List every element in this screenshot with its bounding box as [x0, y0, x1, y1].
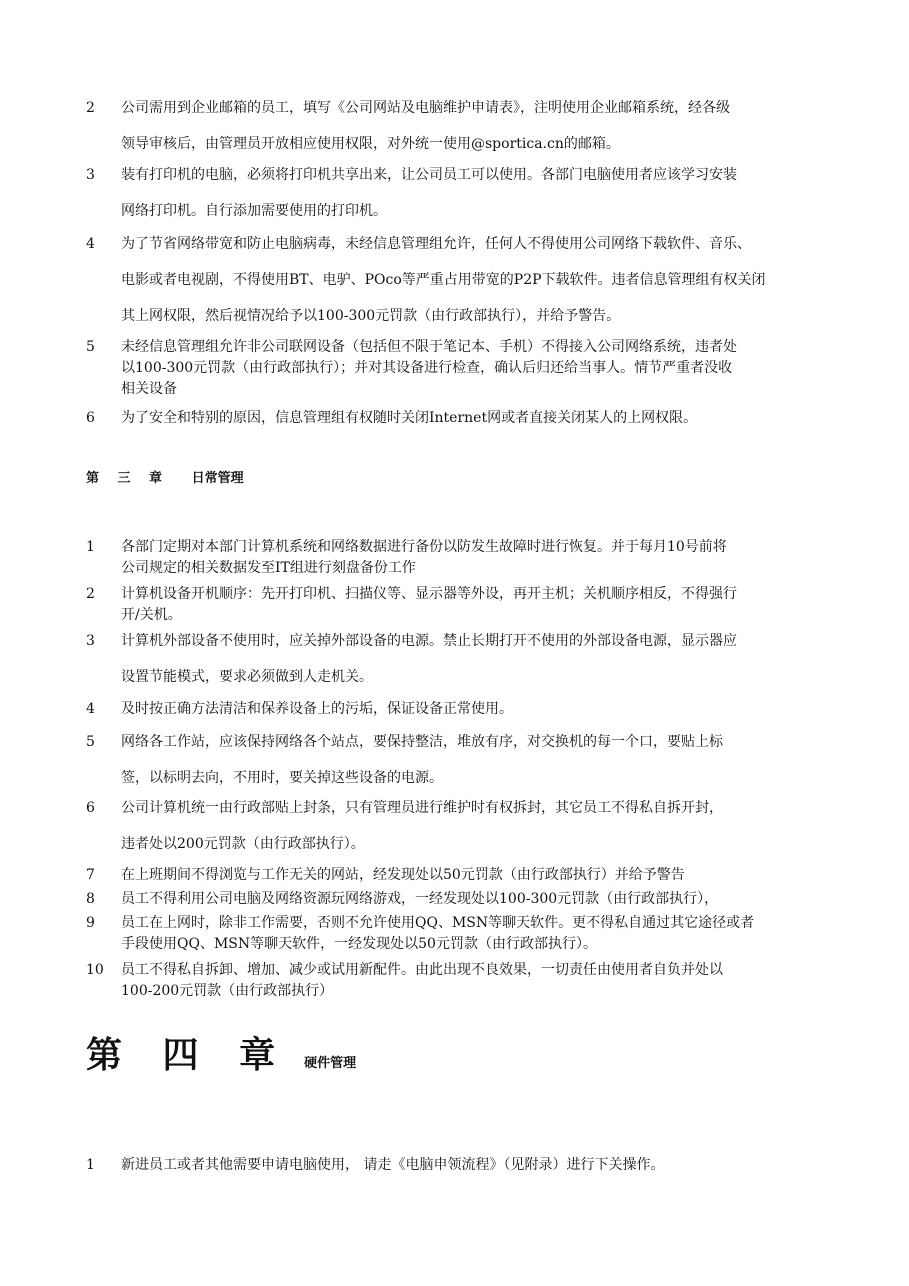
item-line: 以100-300元罚款（由行政部执行）；并对其设备进行检查，确认后归还给当事人。情节严重者没收	[121, 360, 733, 376]
item-text	[121, 99, 833, 153]
item-text	[121, 890, 833, 908]
item-text	[121, 409, 833, 427]
item-text	[121, 538, 833, 577]
item-number: 6	[86, 800, 95, 816]
item-line: 为了安全和特别的原因，信息管理组有权随时关闭Internet网或者直接关闭某人的上网权限。	[121, 410, 698, 426]
item-number: 2	[86, 586, 95, 602]
item-line: 各部门定期对本部门计算机系统和网络数据进行备份以防发生故障时进行恢复。并于每月10号前将	[121, 539, 727, 555]
chapter-title: 日常管理	[191, 471, 244, 486]
item-number: 10	[86, 962, 104, 978]
item-line: 计算机设备开机顺序：先开打印机、扫描仪等、显示器等外设，再开主机；关机顺序相反，不得强行	[121, 586, 737, 602]
item-line: 未经信息管理组允许非公司联网设备（包括但不限于笔记本、手机）不得接入公司网络系统，违者处	[121, 339, 737, 355]
item-line: 公司计算机统一由行政部贴上封条，只有管理员进行维护时有权拆封，其它员工不得私自拆开封，	[121, 800, 723, 816]
item-line: 及时按正确方法清洁和保养设备上的污垢，保证设备正常使用。	[121, 701, 513, 717]
item-line: 签，以标明去向，不用时，要关掉这些设备的电源。	[121, 770, 443, 786]
item-line: 开/关机。	[121, 607, 182, 623]
chapter-heading	[86, 467, 244, 486]
item-line: 公司规定的相关数据发至IT组进行刻盘备份工作	[121, 560, 416, 576]
item-number: 4	[86, 701, 95, 717]
item-line: 100-200元罚款（由行政部执行）	[121, 983, 334, 999]
item-line: 公司需用到企业邮箱的员工，填写《公司网站及电脑维护申请表》，注明使用企业邮箱系统，经各级	[121, 100, 730, 116]
item-line: 员工不得私自拆卸、增加、减少或试用新配件。由此出现不良效果，一切责任由使用者自负并处以	[121, 962, 723, 978]
item-text	[121, 866, 833, 884]
item-line: 在上班期间不得浏览与工作无关的网站，经发现处以50元罚款（由行政部执行）并给予警告	[121, 867, 685, 883]
item-text	[121, 338, 833, 398]
item-text	[121, 1156, 833, 1174]
item-line: 计算机外部设备不使用时，应关掉外部设备的电源。禁止长期打开不使用的外部设备电源，显示器应	[121, 633, 737, 649]
item-line: 手段使用QQ、MSN等聊天软件，一经发现处以50元罚款（由行政部执行）。	[121, 936, 597, 952]
item-line: 电影或者电视剧，不得使用BT、电驴、POco等严重占用带宽的P2P下载软件。违者信息管理组有权关闭	[121, 272, 766, 288]
item-line: 员工在上网时，除非工作需要，否则不允许使用QQ、MSN等聊天软件。更不得私自通过其它途径或者	[121, 915, 755, 931]
item-number: 6	[86, 410, 95, 426]
item-text	[121, 799, 833, 853]
item-line: 网络打印机。自行添加需要使用的打印机。	[121, 203, 387, 219]
item-text	[121, 733, 833, 787]
item-text	[121, 235, 833, 325]
item-line: 为了节省网络带宽和防止电脑病毒，未经信息管理组允许，任何人不得使用公司网络下载软件、音乐、	[121, 236, 751, 252]
chapter-title: 硬件管理	[304, 1056, 357, 1071]
item-number: 5	[86, 339, 95, 355]
item-line: 网络各工作站，应该保持网络各个站点，要保持整洁，堆放有序，对交换机的每一个口，要贴上标	[121, 734, 723, 750]
chapter-label: 第 四 章	[86, 1034, 290, 1076]
item-text	[121, 914, 833, 953]
item-line: 新进员工或者其他需要申请电脑使用， 请走《电脑申领流程》（见附录）进行下关操作。	[121, 1157, 665, 1173]
item-number: 2	[86, 100, 95, 116]
item-line: 设置节能模式，要求必须做到人走机关。	[121, 669, 373, 685]
item-number: 3	[86, 167, 95, 183]
item-line: 其上网权限，然后视情况给予以100-300元罚款（由行政部执行），并给予警告。	[121, 308, 621, 324]
item-number: 8	[86, 891, 95, 907]
item-number: 5	[86, 734, 95, 750]
item-text	[121, 700, 833, 718]
item-line: 违者处以200元罚款（由行政部执行）。	[121, 836, 365, 852]
item-text	[121, 166, 833, 220]
item-text	[121, 585, 833, 624]
item-line: 员工不得利用公司电脑及网络资源玩网络游戏，一经发现处以100-300元罚款（由行政部执行），	[121, 891, 719, 907]
item-line: 装有打印机的电脑，必须将打印机共享出来，让公司员工可以使用。各部门电脑使用者应该学习安装	[121, 167, 737, 183]
item-number: 4	[86, 236, 95, 252]
item-number: 1	[86, 539, 95, 555]
item-line: 领导审核后，由管理员开放相应使用权限，对外统一使用@sportica.cn的邮箱。	[121, 136, 620, 152]
item-text	[121, 632, 833, 686]
item-line: 相关设备	[121, 381, 177, 397]
item-number: 7	[86, 867, 95, 883]
chapter-label: 第 三 章	[86, 471, 170, 486]
item-number: 3	[86, 633, 95, 649]
item-text	[121, 961, 833, 1000]
chapter-heading	[86, 1034, 356, 1076]
item-number: 9	[86, 915, 95, 931]
item-number: 1	[86, 1157, 95, 1173]
